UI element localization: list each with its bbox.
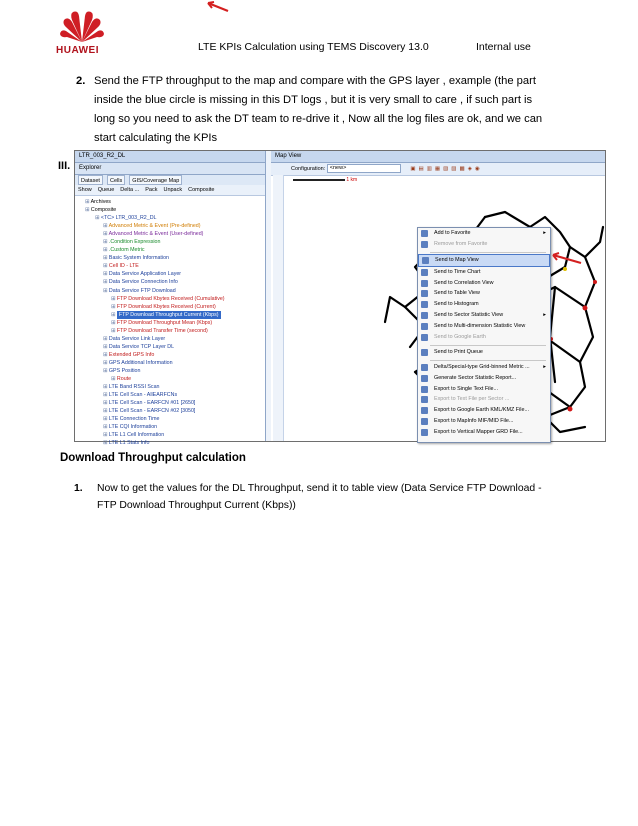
menu-item-icon — [421, 269, 428, 276]
tree-item[interactable] — [81, 399, 265, 407]
tree-item-label: Data Service Application Layer — [108, 271, 182, 278]
logo-wordmark: HUAWEI — [56, 45, 99, 56]
tree-item[interactable] — [81, 423, 265, 431]
context-menu — [417, 227, 551, 443]
tree-item[interactable] — [81, 303, 265, 311]
menu-item-icon — [421, 290, 428, 297]
context-menu-item[interactable] — [418, 405, 550, 416]
tree-node-icon: ⊞ — [103, 343, 109, 350]
menu-item-label: Send to Map View — [435, 256, 479, 263]
tree-item-label: Advanced Metric & Event (User-defined) — [108, 231, 204, 238]
explorer-header — [75, 163, 265, 175]
tree-node-icon: ⊞ — [103, 223, 109, 230]
menu-item-label: Generate Sector Statistic Report... — [434, 374, 517, 381]
roman-numeral-label: III. — [58, 160, 71, 172]
menu-item-icon — [421, 407, 428, 414]
context-menu-item[interactable] — [418, 416, 550, 427]
explorer-tabs — [75, 175, 265, 185]
tree-item[interactable] — [81, 391, 265, 399]
tree-node-icon: ⊞ — [103, 416, 109, 423]
explorer-titlebar — [75, 151, 265, 163]
tree-node-icon: ⊞ — [103, 392, 109, 399]
tree-node-icon: ⊞ — [103, 367, 109, 374]
map-view-title: Map View — [275, 153, 302, 159]
menu-item-icon — [421, 375, 428, 382]
map-view-titlebar — [271, 151, 605, 163]
tree-item[interactable] — [81, 198, 265, 206]
tree-item[interactable] — [81, 270, 265, 278]
instruction-step — [74, 480, 554, 514]
tree-item-label: LTE L1 Cell Information — [108, 432, 165, 439]
tree-node-icon: ⊞ — [85, 207, 91, 214]
tree-item-label: Basic System Information — [108, 255, 169, 262]
menu-separator — [430, 343, 546, 346]
step-text: Send the FTP throughput to the map and compare with the GPS layer , example (the part inside the blue circle is missing in this DT logs , but it is very small to care , if such part is long so you need to ask the DT team to re-drive it , Now all the log files are ok, and we can start calculating the KPIs — [94, 75, 543, 144]
explorer-pane — [75, 151, 266, 447]
explorer-toolbar — [75, 185, 265, 196]
tree-item[interactable] — [81, 375, 265, 383]
tree-node-icon: ⊞ — [103, 359, 109, 366]
tree-item-label: GPS Additional Information — [108, 359, 173, 366]
tree-item-label: GPS Position — [108, 367, 141, 374]
tree-node-icon: ⊞ — [95, 215, 101, 222]
tree-node-icon: ⊞ — [103, 287, 109, 294]
menu-item-label: Send to Multi-dimension Statistic View — [434, 323, 526, 330]
tree-item-label: .Condition Expression — [108, 239, 161, 246]
config-select[interactable]: <new> — [327, 164, 401, 173]
context-menu-item[interactable] — [418, 299, 550, 310]
tree-item[interactable] — [81, 383, 265, 391]
context-menu-item[interactable] — [418, 362, 550, 373]
step-text: Now to get the values for the DL Throughput, send it to table view (Data Service FTP Download - FTP Download Throughput Current (Kbps)) — [97, 483, 542, 511]
tree-node-icon: ⊞ — [103, 231, 109, 238]
tree-item[interactable] — [81, 238, 265, 246]
menu-item-label: Export to Text File per Sector ... — [434, 396, 510, 403]
toolbar-button[interactable]: Show — [78, 187, 92, 193]
tree-node-icon: ⊞ — [111, 319, 117, 326]
tree-item-label: LTE Cell Scan - EARFCN #02 [3050] — [108, 408, 196, 415]
context-menu-item[interactable] — [418, 254, 550, 267]
tree-node-icon: ⊞ — [103, 424, 109, 431]
context-menu-item — [418, 239, 550, 250]
menu-item-icon — [421, 334, 428, 341]
menu-item-icon — [421, 280, 428, 287]
config-label: Configuration: — [291, 166, 326, 172]
menu-item-label: Send to Sector Statistic View — [434, 312, 504, 319]
tree-item-label: Data Service TCP Layer DL — [108, 343, 175, 350]
context-menu-item[interactable] — [418, 347, 550, 358]
tree-node-icon: ⊞ — [85, 199, 91, 205]
scale-label: 1 km — [346, 177, 358, 183]
red-arrow-icon — [549, 251, 583, 267]
context-menu-item[interactable] — [418, 278, 550, 289]
tree-item[interactable] — [81, 407, 265, 415]
tree-item-label: LTE Cell Scan - EARFCN #01 [2650] — [108, 400, 196, 407]
tree-item-label: Data Service Link Layer — [108, 335, 166, 342]
tree-node-icon: ⊞ — [103, 432, 109, 439]
menu-item-label: Export to Vertical Mapper GRD File... — [434, 429, 523, 436]
tree-item[interactable] — [81, 311, 265, 319]
tree-node-icon: ⊞ — [103, 263, 109, 270]
menu-item-icon — [421, 349, 428, 356]
step-number: 1. — [74, 483, 83, 494]
tree-node-icon: ⊞ — [103, 384, 109, 391]
red-arrow-icon — [204, 0, 234, 14]
tree-item[interactable] — [81, 343, 265, 351]
tree-node-icon: ⊞ — [103, 440, 109, 447]
tree-item-label: FTP Download Kbytes Received (Cumulative) — [116, 295, 225, 302]
dataset-tree — [75, 196, 265, 447]
tree-item[interactable] — [81, 254, 265, 262]
context-menu-item — [418, 394, 550, 405]
submenu-arrow-icon: ▸ — [543, 312, 546, 319]
menu-item-label: Export to Single Text File... — [434, 385, 499, 392]
menu-item-icon — [421, 429, 428, 436]
menu-item-icon — [421, 312, 428, 319]
tree-item[interactable] — [81, 319, 265, 327]
context-menu-item[interactable] — [418, 310, 550, 321]
huawei-logo-icon — [58, 8, 106, 48]
tree-item-label: LTE Connection Time — [108, 416, 160, 423]
tree-item[interactable] — [81, 335, 265, 343]
tree-item-label: FTP Download Throughput Current (Kbps) — [118, 311, 219, 318]
tree-item[interactable] — [81, 415, 265, 423]
context-menu-item[interactable] — [418, 267, 550, 278]
menu-item-label: Send to Print Queue — [434, 348, 483, 355]
tree-item[interactable] — [81, 367, 265, 375]
tree-item-label: Archives — [90, 199, 111, 205]
tree-node-icon: ⊞ — [111, 311, 117, 318]
tems-screenshot — [74, 150, 606, 447]
tree-item-label: Advanced Metric & Event (Pre-defined) — [108, 223, 201, 230]
menu-item-icon — [421, 323, 428, 330]
menu-item-label: Remove from Favorite — [434, 240, 488, 247]
step-number: 2. — [76, 75, 86, 87]
tree-item-label: FTP Download Throughput Mean (Kbps) — [116, 319, 213, 326]
explorer-tab[interactable]: GIS/Coverage Map — [129, 175, 182, 185]
tree-node-icon: ⊞ — [111, 376, 117, 383]
tree-item[interactable] — [81, 230, 265, 238]
tree-item-label: Data Service Connection Info — [108, 279, 178, 286]
tree-item-label: FTP Download Transfer Time (second) — [116, 327, 208, 334]
context-menu-item[interactable] — [418, 321, 550, 332]
tree-node-icon: ⊞ — [103, 247, 109, 254]
tree-item[interactable] — [81, 295, 265, 303]
tree-node-icon: ⊞ — [103, 255, 109, 262]
tree-item[interactable] — [81, 214, 265, 222]
section-heading: Download Throughput calculation — [60, 452, 246, 464]
map-toolbar-icons[interactable]: ▣▤▥▦▧▨▩◈◉ — [410, 166, 483, 172]
context-menu-item[interactable] — [418, 228, 550, 239]
tree-item[interactable] — [81, 359, 265, 367]
tree-node-icon: ⊞ — [103, 408, 109, 415]
tree-item-label: LTE CQI Information — [108, 424, 158, 431]
menu-separator — [430, 358, 546, 361]
tree-node-icon: ⊞ — [111, 327, 117, 334]
menu-separator — [430, 250, 546, 253]
tree-item-label: LTE L1 Stats Info — [108, 440, 150, 447]
map-toolbar — [271, 163, 605, 176]
context-menu-item[interactable] — [418, 427, 550, 438]
explorer-tab[interactable]: Cells — [107, 175, 125, 185]
tree-node-icon: ⊞ — [103, 239, 109, 246]
tree-item[interactable] — [81, 246, 265, 254]
menu-item-icon — [421, 301, 428, 308]
tree-item-label: Cell ID - LTE — [108, 263, 139, 270]
tree-item-label: Data Service FTP Download — [108, 287, 176, 294]
menu-item-label: Export to MapInfo MIF/MID File... — [434, 418, 514, 425]
tree-item-label: LTE Band RSSI Scan — [108, 384, 160, 391]
toolbar-button[interactable]: Queue — [97, 187, 115, 193]
tree-node-icon: ⊞ — [111, 295, 117, 302]
tree-item[interactable] — [81, 206, 265, 214]
classification-label: Internal use — [476, 41, 531, 53]
menu-item-label: Send to Table View — [434, 290, 480, 297]
menu-item-icon — [421, 418, 428, 425]
tree-item-label: Route — [116, 376, 132, 383]
menu-item-icon — [421, 241, 428, 248]
context-menu-item[interactable] — [418, 288, 550, 299]
tree-node-icon: ⊞ — [103, 400, 109, 407]
tree-node-icon: ⊞ — [103, 335, 109, 342]
map-scale — [293, 177, 357, 183]
tree-node-icon: ⊞ — [103, 279, 109, 286]
tree-item[interactable] — [81, 327, 265, 335]
tree-node-icon: ⊞ — [111, 303, 117, 310]
submenu-arrow-icon: ▸ — [543, 230, 546, 236]
window-title: LTR_003_R2_DL — [79, 153, 126, 159]
toolbar-button[interactable]: Pack — [145, 187, 158, 193]
tree-item-label: Extended GPS Info — [108, 351, 155, 358]
menu-item-label: Send to Time Chart — [434, 268, 481, 275]
tree-item[interactable] — [81, 222, 265, 230]
tree-item[interactable] — [81, 262, 265, 270]
menu-item-icon — [421, 230, 428, 237]
submenu-arrow-icon: ▸ — [543, 363, 546, 370]
menu-item-label: Delta/Special-type Grid-binned Metric ... — [434, 363, 530, 370]
tree-item-label: <TC> LTR_003_R2_DL — [100, 215, 157, 222]
toolbar-button[interactable]: Delta ... — [120, 187, 140, 193]
tree-item[interactable] — [81, 351, 265, 359]
menu-item-icon — [421, 396, 428, 403]
tree-item-label: .Custom Metric — [108, 247, 145, 254]
explorer-tab[interactable]: Dataset — [78, 175, 103, 185]
tree-item-label: FTP Download Kbytes Received (Current) — [116, 303, 216, 310]
menu-item-icon — [422, 257, 429, 264]
menu-item-icon — [421, 364, 428, 371]
tree-item[interactable] — [81, 278, 265, 286]
tree-item-label: LTE Cell Scan - AllEARFCNs — [108, 392, 178, 399]
menu-item-label: Send to Google Earth — [434, 334, 486, 341]
toolbar-button[interactable]: Composite — [188, 187, 215, 193]
explorer-label: Explorer — [79, 165, 102, 171]
context-menu-item[interactable] — [418, 373, 550, 384]
menu-item-icon — [421, 386, 428, 393]
menu-item-label: Add to Favorite — [434, 230, 471, 236]
map-side-toolbar[interactable] — [273, 175, 284, 441]
document-title: LTE KPIs Calculation using TEMS Discovery 13.0 — [198, 41, 429, 53]
context-menu-item[interactable] — [418, 384, 550, 395]
tree-item[interactable] — [81, 287, 265, 295]
tree-item-label: Composite — [90, 207, 117, 214]
toolbar-button[interactable]: Unpack — [163, 187, 183, 193]
tree-item[interactable] — [81, 439, 265, 447]
map-view-pane — [271, 151, 605, 441]
menu-item-label: Send to Correlation View — [434, 279, 494, 286]
context-menu-item — [418, 332, 550, 343]
tree-item[interactable] — [81, 431, 265, 439]
tree-node-icon: ⊞ — [103, 351, 109, 358]
instruction-paragraph — [76, 72, 556, 148]
menu-item-label: Send to Histogram — [434, 301, 479, 308]
tree-node-icon: ⊞ — [103, 271, 109, 278]
menu-item-label: Export to Google Earth KML/KMZ File... — [434, 407, 529, 414]
